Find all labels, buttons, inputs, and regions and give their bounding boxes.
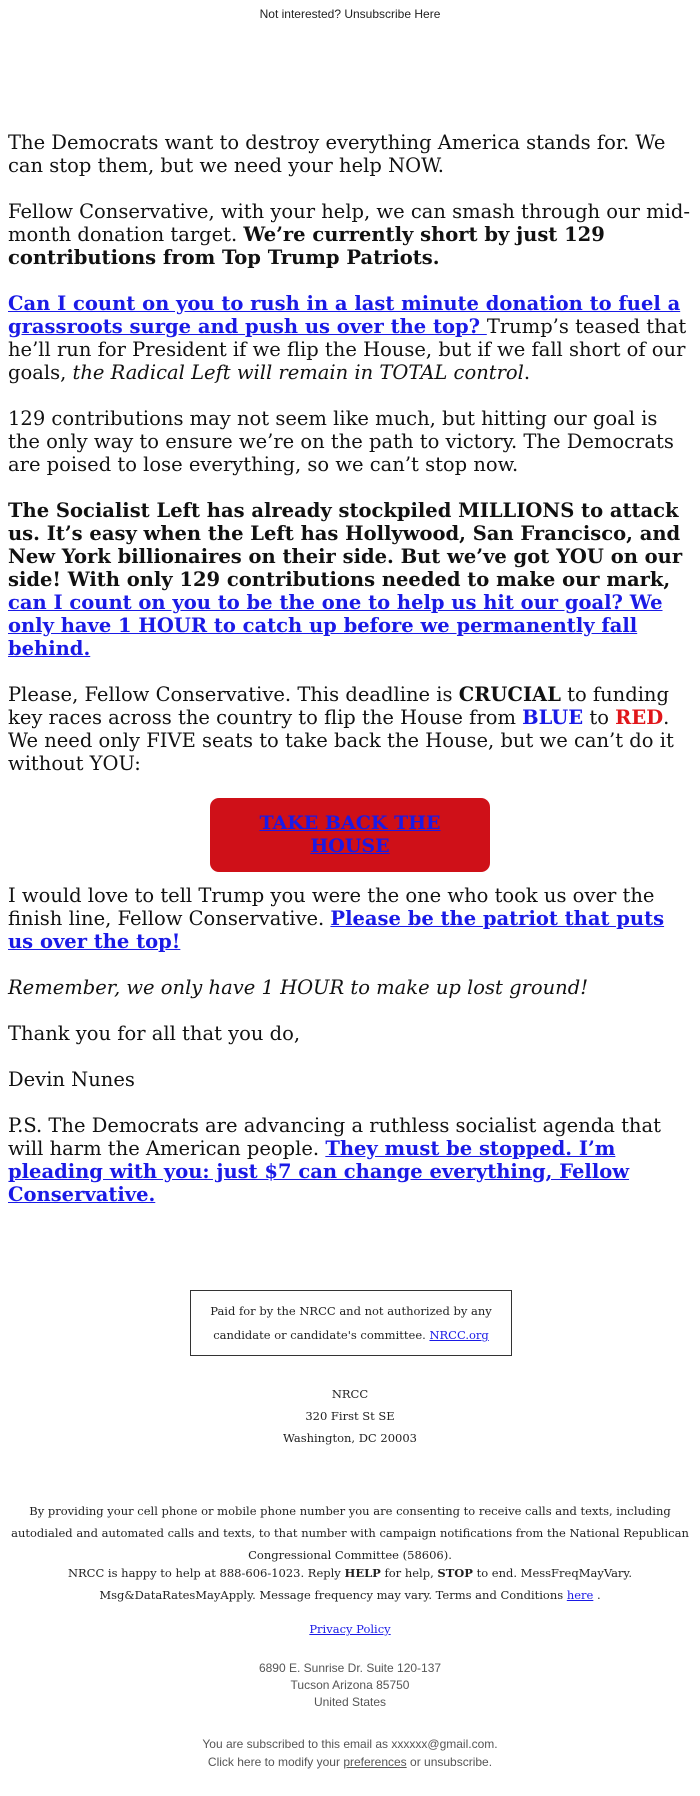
- paragraph-finish-line: [8, 884, 692, 953]
- ps-text: P.S. The Democrats are advancing a ruthless socialist agenda that will harm the American people.: [8, 1114, 661, 1160]
- paragraph-donation-ask: [8, 292, 692, 384]
- donation-link-1[interactable]: Can I count on you to rush in a last minute donation to fuel a grassroots surge and push us over the top?: [8, 292, 681, 338]
- subscribed-email-text: You are subscribed to this email as xxxxxx@gmail.com.: [202, 1737, 498, 1751]
- org-name: NRCC: [331, 1387, 369, 1401]
- email-body: [8, 131, 692, 1229]
- radical-left-italic: the Radical Left will remain in TOTAL control: [72, 361, 524, 384]
- sms-consent: By providing your cell phone or mobile phone number you are consenting to receive calls and texts, including autodialed and automated calls and texts, to that number with campaign notifications from the National Republican Congressional Committee (58606).: [11, 1504, 689, 1562]
- paragraph-deadline: [8, 683, 692, 775]
- take-back-the-house-button[interactable]: TAKE BACK THE HOUSE: [210, 798, 490, 872]
- paragraph-remember: [8, 976, 692, 999]
- paragraph-ps: [8, 1114, 692, 1206]
- trump-text: Trump’s teased that he’ll run for President if we flip the House, but if we fall short of our goals,: [8, 315, 687, 384]
- paragraph-thanks: Thank you for all that you do,: [8, 1022, 301, 1045]
- unsubscribe-header: [0, 7, 700, 21]
- org-address: [0, 1383, 700, 1449]
- deadline-text-b: to funding key races across the country to flip the House from: [8, 683, 669, 729]
- unsubscribe-link[interactable]: Not interested? Unsubscribe Here: [259, 7, 441, 21]
- target-text: Fellow Conservative, with your help, we can smash through our mid-month donation target.: [8, 200, 690, 246]
- socialist-left-bold: The Socialist Left has already stockpiled MILLIONS to attack us. It’s easy when the Left has Hollywood, San Francisco, and New York billionaires on their side. But we’ve got YOU on our side! With only 129 contributions needed to make our mark,: [8, 499, 683, 591]
- cta-container: [8, 798, 692, 872]
- help-end: .: [593, 1588, 601, 1602]
- modify-text-a: Click here to modify your: [207, 1755, 344, 1769]
- terms-here-link[interactable]: here: [566, 1588, 594, 1602]
- help-text-a: NRCC is happy to help at 888-606-1023. Reply: [67, 1566, 345, 1580]
- signature: Devin Nunes: [8, 1068, 135, 1091]
- ps-donation-link[interactable]: They must be stopped. I’m pleading with you: just $7 can change everything, Fellow Conservative.: [8, 1137, 630, 1206]
- paragraph-contributions: 129 contributions may not seem like much, but hitting our goal is the only way to ensure we’re on the path to victory. The Democrats are poised to lose everything, so we can’t stop now.: [8, 407, 674, 476]
- stop-keyword: STOP: [437, 1566, 473, 1580]
- paragraph-target: [8, 200, 692, 269]
- modify-text-b: or unsubscribe.: [406, 1755, 493, 1769]
- deadline-text-a: Please, Fellow Conservative. This deadline is: [8, 683, 459, 706]
- paid-for-disclaimer: [190, 1290, 512, 1356]
- privacy-policy-row: [0, 1622, 700, 1636]
- sms-help: [6, 1562, 694, 1606]
- subscription-info: [0, 1735, 700, 1771]
- disclaimer-text: Paid for by the NRCC and not authorized by any candidate or candidate's committee.: [210, 1304, 492, 1342]
- privacy-policy-link[interactable]: Privacy Policy: [309, 1622, 391, 1636]
- remember-italic: Remember, we only have 1 HOUR to make up lost ground!: [8, 976, 589, 999]
- help-text-c: to end. MessFreqMayVary. Msg&DataRatesMayApply. Message frequency may vary. Terms and Conditions: [99, 1566, 633, 1602]
- red-word: RED: [615, 706, 664, 729]
- target-bold: We’re currently short by just 129 contributions from Top Trump Patriots.: [8, 223, 605, 269]
- period: .: [523, 361, 531, 384]
- address-line-3: United States: [313, 1695, 387, 1709]
- org-street: 320 First St SE: [305, 1409, 395, 1423]
- preferences-link[interactable]: preferences: [343, 1755, 407, 1769]
- address-line-2: Tucson Arizona 85750: [290, 1678, 410, 1692]
- deadline-text-c: . We need only FIVE seats to take back the House, but we can’t do it without YOU:: [8, 706, 674, 775]
- mailing-address: [0, 1660, 700, 1711]
- nrcc-org-link[interactable]: NRCC.org: [429, 1328, 489, 1342]
- modify-preferences-row: [0, 1753, 700, 1771]
- crucial-bold: CRUCIAL: [458, 683, 561, 706]
- help-text-b: for help,: [380, 1566, 438, 1580]
- to-word: to: [583, 706, 616, 729]
- patriot-link[interactable]: Please be the patriot that puts us over the top!: [8, 907, 665, 953]
- finish-line-text: I would love to tell Trump you were the one who took us over the finish line, Fellow Conservative.: [8, 884, 655, 930]
- paragraph-intro: The Democrats want to destroy everything America stands for. We can stop them, but we need your help NOW.: [8, 131, 666, 177]
- help-keyword: HELP: [344, 1566, 381, 1580]
- paragraph-socialist-left: [8, 499, 692, 660]
- address-line-1: 6890 E. Sunrise Dr. Suite 120-137: [258, 1661, 442, 1675]
- blue-word: BLUE: [522, 706, 584, 729]
- org-city: Washington, DC 20003: [283, 1431, 417, 1445]
- donation-link-2[interactable]: can I count on you to be the one to help us hit our goal? We only have 1 HOUR to catch up before we permanently fall behind.: [8, 591, 663, 660]
